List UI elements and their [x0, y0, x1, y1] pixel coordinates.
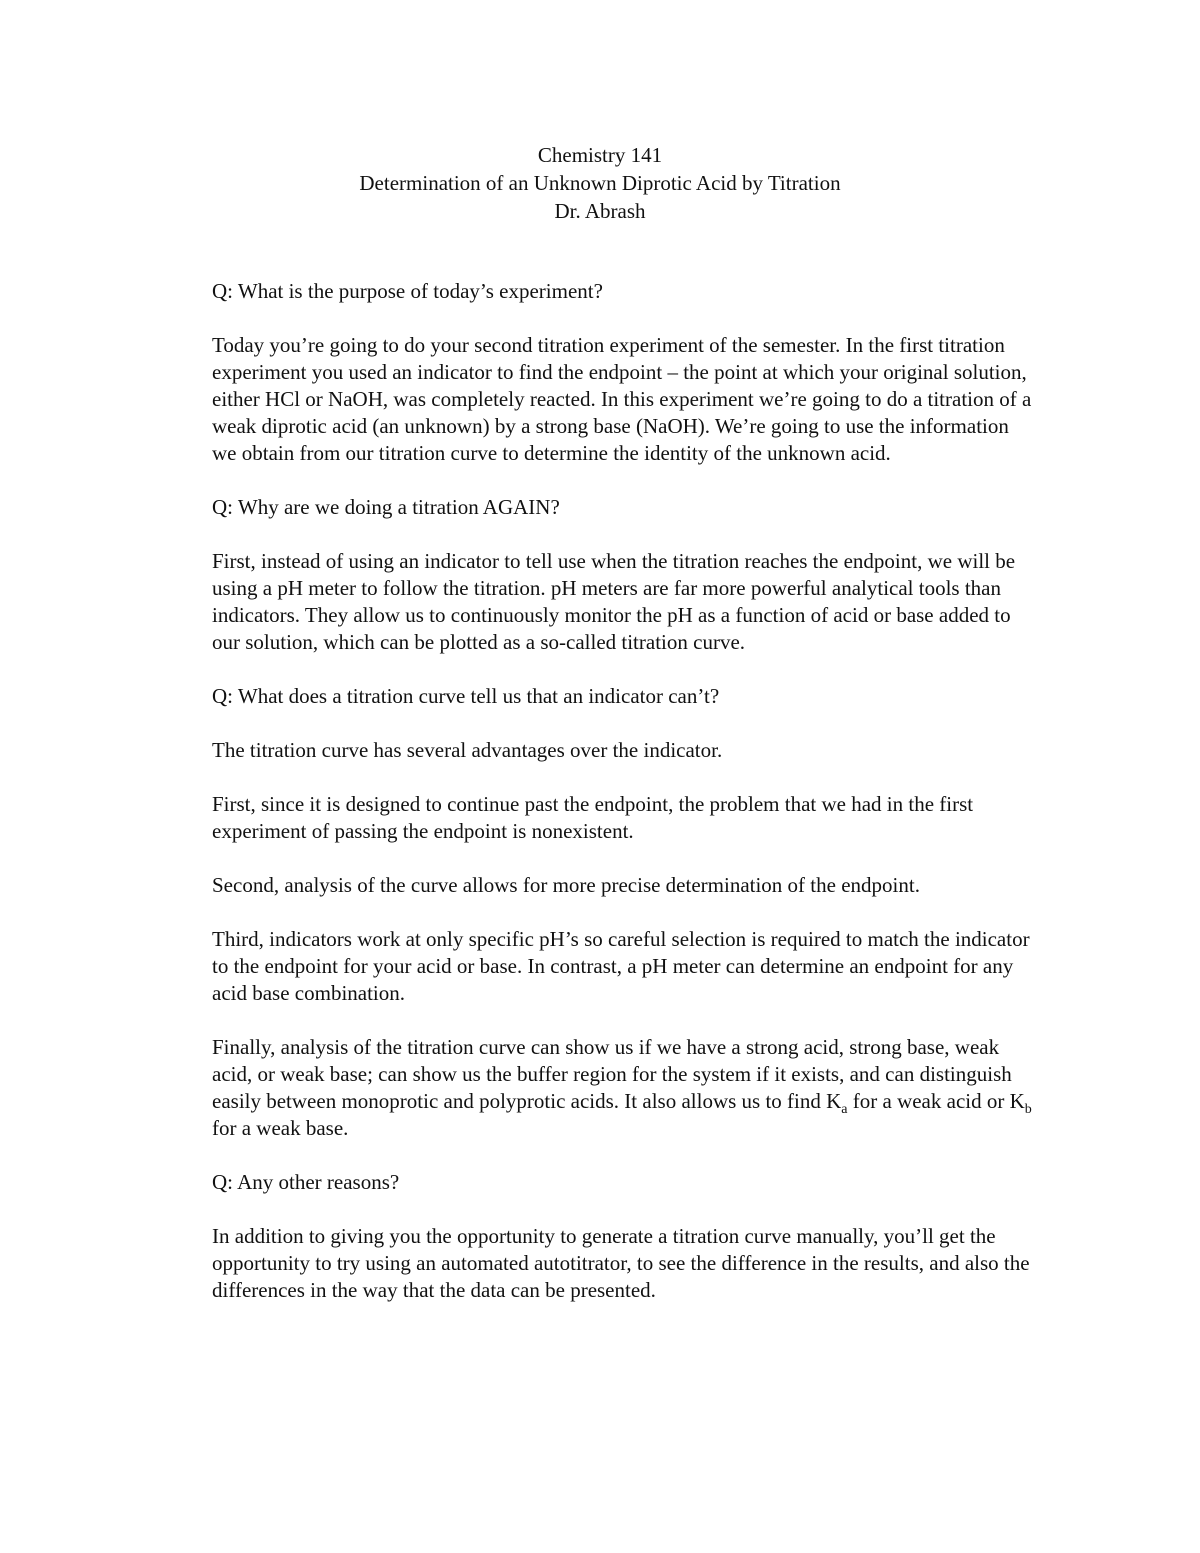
answer-other-reasons: In addition to giving you the opportunity to generate a titration curve manually, you’ll get the opportunity to try using an automated autotitrator, to see the difference in the results, and also the differences in the way that the data can be presented.	[212, 1224, 1030, 1302]
answer-titration-again: First, instead of using an indicator to tell use when the titration reaches the endpoint, we will be using a pH meter to follow the titration. pH meters are far more powerful analytical tools than indicators. They allow us to continuously monitor the pH as a function of acid or base added to our solution, which can be plotted as a so-called titration curve.	[212, 549, 1016, 654]
experiment-title: Determination of an Unknown Diprotic Acid by Titration	[359, 171, 841, 195]
answer-purpose: Today you’re going to do your second titration experiment of the semester. In the first titration experiment you used an indicator to find the endpoint – the point at which your original solution, either HCl or NaOH, was completely reacted. In this experiment we’re going to do a titration of a weak diprotic acid (an unknown) by a strong base (NaOH). We’re going to use the information we obtain from our titration curve to determine the identity of the unknown acid.	[212, 333, 1032, 465]
answer-advantage-third: Third, indicators work at only specific pH’s so careful selection is required to match the indicator to the endpoint for your acid or base. In contrast, a pH meter can determine an endpoint for any acid base combination.	[212, 927, 1030, 1005]
question-titration-again: Q: Why are we doing a titration AGAIN?	[212, 495, 560, 519]
question-purpose: Q: What is the purpose of today’s experiment?	[212, 279, 603, 303]
finally-text-part2: for a weak acid or K	[847, 1089, 1025, 1113]
question-other-reasons: Q: Any other reasons?	[212, 1170, 400, 1194]
document-body	[212, 278, 1032, 1331]
answer-advantage-finally	[212, 1034, 1032, 1142]
finally-text-part3: for a weak base.	[212, 1116, 349, 1140]
kb-subscript: b	[1024, 1102, 1032, 1117]
answer-advantage-second: Second, analysis of the curve allows for more precise determination of the endpoint.	[212, 873, 920, 897]
question-curve-vs-indicator: Q: What does a titration curve tell us that an indicator can’t?	[212, 684, 720, 708]
ka-subscript: a	[841, 1102, 848, 1117]
document-header	[0, 141, 1200, 225]
course-title: Chemistry 141	[537, 143, 663, 167]
answer-advantage-first: First, since it is designed to continue past the endpoint, the problem that we had in the first experiment of passing the endpoint is nonexistent.	[212, 792, 974, 843]
finally-text-part1: Finally, analysis of the titration curve can show us if we have a strong acid, strong base, weak acid, or weak base; can show us the buffer region for the system if it exists, and can distinguish easily between monoprotic and polyprotic acids. It also allows us to find K	[212, 1035, 1012, 1113]
author-name: Dr. Abrash	[554, 199, 646, 223]
answer-advantages-intro: The titration curve has several advantages over the indicator.	[212, 738, 723, 762]
